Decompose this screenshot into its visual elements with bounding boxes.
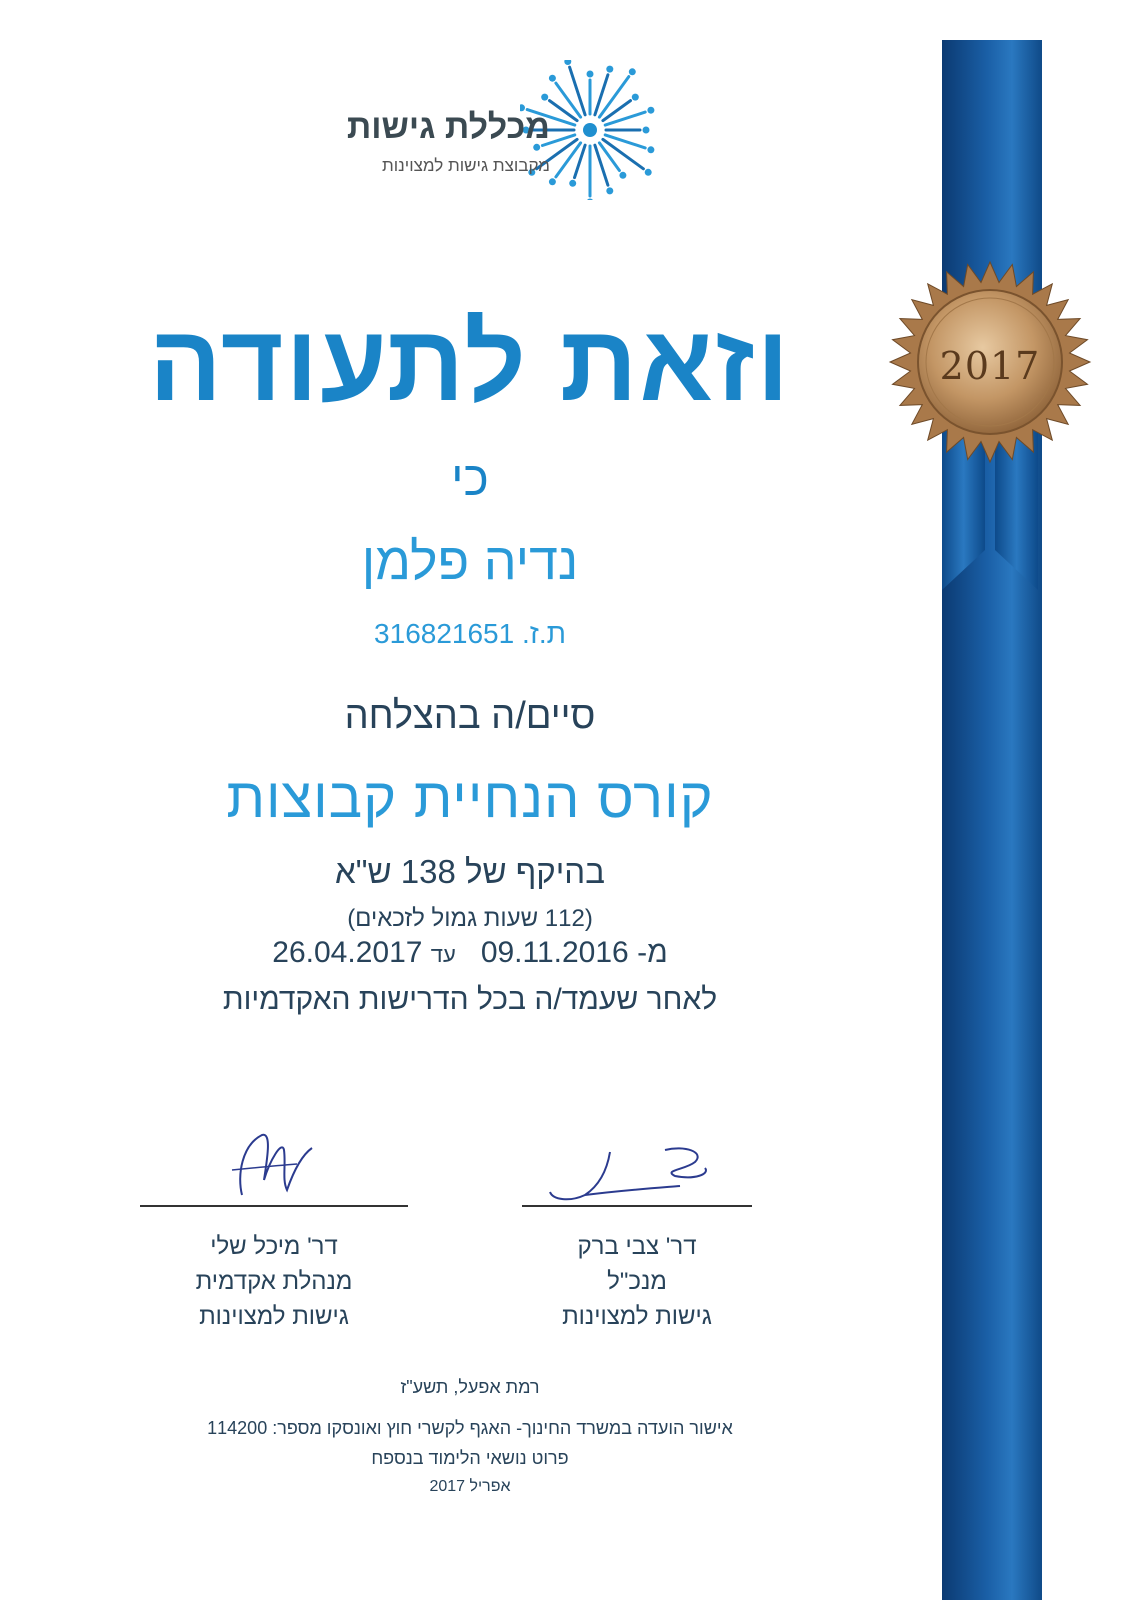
signature-michal	[222, 1120, 342, 1210]
signature-tzvi	[545, 1140, 725, 1210]
to-date: 26.04.2017	[272, 936, 423, 969]
recipient-name: נדיה פלמן	[361, 533, 579, 591]
logo-subtitle: מקבוצת גישות למצוינות	[382, 156, 550, 175]
signature-line-right	[522, 1205, 752, 1207]
approval-text: אישור הועדה במשרד החינוך- האגף לקשרי חוץ ואונסקו מספר: 114200	[207, 1418, 733, 1438]
signature-line-left	[140, 1205, 408, 1207]
date-range	[40, 936, 900, 970]
id-line	[40, 618, 900, 650]
course-scope: בהיקף של 138 ש"א	[335, 853, 605, 890]
signatory-org-left: גישות למצוינות	[199, 1303, 349, 1330]
id-label: ת.ז.	[521, 618, 566, 649]
course-name: קורס הנחיית קבוצות	[226, 766, 714, 829]
signatory-name-right: דר' צבי ברק	[577, 1233, 697, 1260]
college-logo	[320, 60, 640, 200]
from-date: 09.11.2016	[480, 936, 629, 969]
requirements-text: לאחר שעמד/ה בכל הדרישות האקדמיות	[222, 983, 718, 1016]
reward-hours: (112 שעות גמול לזכאים)	[347, 905, 593, 932]
from-label: מ-	[637, 936, 668, 969]
to-label: עד	[430, 942, 456, 967]
ki-text: כי	[451, 453, 489, 506]
signatory-name-left: דר' מיכל שלי	[210, 1233, 338, 1260]
issue-month: אפריל 2017	[429, 1478, 511, 1495]
logo-name: מכללת גישות	[346, 108, 550, 146]
details-text: פרוט נושאי הלימוד בנספח	[371, 1448, 569, 1468]
signatory-org-right: גישות למצוינות	[562, 1303, 712, 1330]
signatory-role-left: מנהלת אקדמית	[195, 1268, 353, 1295]
seal-rosette-icon	[880, 260, 1100, 620]
seal-year: 2017	[939, 344, 1041, 388]
completed-text: סיים/ה בהצלחה	[344, 695, 596, 737]
id-number: 316821651	[374, 618, 515, 649]
signatory-role-right: מנכ"ל	[607, 1268, 667, 1295]
certificate-title: וזאת לתעודה	[148, 302, 792, 423]
award-seal	[880, 260, 1100, 620]
place-date: רמת אפעל, תשע"ז	[400, 1377, 540, 1397]
